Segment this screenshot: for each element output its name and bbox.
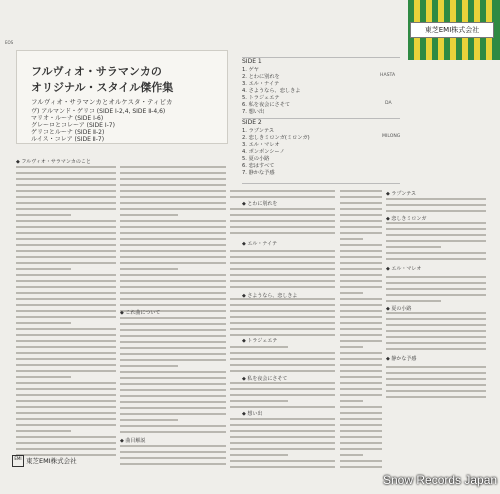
text-line [340,448,382,450]
text-line [230,274,335,276]
text-line [16,364,116,366]
text-line [230,220,335,222]
text-line [340,400,363,402]
text-line [120,250,226,252]
text-line [16,172,116,174]
section-heading: ◆ 静かな予感 [386,356,417,362]
title-box [16,50,228,144]
text-line [340,292,363,294]
text-line [386,372,486,374]
section-heading: ◆ とわに別れを [242,201,278,207]
text-line [340,394,382,396]
text-line [16,220,116,222]
text-line [16,190,116,192]
text-line [230,214,335,216]
text-line [16,268,71,270]
text-line [340,406,382,408]
credit-line: ヴ) アルマンド・ゲリコ (SIDE Ⅰ-2,4, SIDE Ⅱ-4,6) [31,108,166,115]
text-line [340,280,382,282]
text-line [120,413,226,415]
text-line [230,328,335,330]
text-line [340,304,382,306]
text-line [386,282,486,284]
text-line [16,442,116,444]
text-line [340,466,382,468]
text-line [16,274,116,276]
section-heading: ◆ フルヴィオ・サラマンカのこと [16,159,91,165]
text-line [386,228,486,230]
text-line [340,310,382,312]
section-heading: ◆ ラプンテス [386,191,417,197]
text-line [340,226,382,228]
text-line [230,460,335,462]
text-line [120,256,226,258]
text-line [386,384,486,386]
text-line [340,328,382,330]
text-line [340,460,382,462]
track-item: 1. ゲヤ [242,67,259,73]
track-item: 6. 私を夜会にさそて [242,102,291,108]
text-line [16,322,71,324]
text-line [340,424,382,426]
text-line [120,268,178,270]
section-heading: ◆ 私を夜会にさそて [242,376,288,382]
text-line [340,298,382,300]
track-item: 6. 恋はすべて [242,163,275,169]
text-line [340,322,382,324]
text-line [16,250,116,252]
text-line [340,376,382,378]
text-line [340,262,382,264]
text-line [16,208,116,210]
text-line [230,358,335,360]
text-line [120,335,226,337]
text-line [340,412,382,414]
credit-line: ルイス・コレア (SIDE Ⅱ-7) [31,136,105,143]
text-line [120,347,226,349]
text-line [340,274,382,276]
track-listing [242,58,402,180]
album-title-line2: オリジナル・スタイル傑作集 [31,81,174,94]
text-line [16,226,116,228]
company-label-box: 東芝EMI株式会社 [410,22,494,38]
credit-line: マリオ・ルーナ (SIDE Ⅰ-6) [31,115,104,122]
track-item: 2. 恋しきミロンガ(ミロンガ) [242,135,310,141]
text-line [120,371,226,373]
track-original-title: HASTA [380,73,396,78]
track-original-title: MILONG [382,134,401,139]
text-line [230,436,335,438]
text-line [340,268,382,270]
text-line [16,388,116,390]
text-line [16,340,116,342]
credit-line: グレーロとコレーア (SIDE Ⅰ-7) [31,122,115,129]
text-line [386,396,486,398]
text-line [120,214,178,216]
text-line [230,418,335,420]
text-line [386,288,486,290]
text-line [16,424,116,426]
text-line [230,406,335,408]
text-line [386,204,486,206]
text-line [16,262,116,264]
text-line [340,436,382,438]
text-line [230,448,335,450]
text-line [120,463,226,465]
text-line [16,256,116,258]
track-item: 5. 夏の小路 [242,156,270,162]
text-line [120,329,226,331]
text-line [120,178,226,180]
track-item: 5. トラジェエテ [242,95,280,101]
track-item: 7. 静かな予感 [242,170,275,176]
text-line [120,323,226,325]
text-line [16,244,116,246]
text-line [120,244,226,246]
divider [242,57,400,58]
text-line [386,312,486,314]
text-line [120,202,226,204]
text-line [120,425,226,427]
text-line [230,382,335,384]
text-column [386,198,486,398]
text-line [386,276,486,278]
text-line [340,382,382,384]
text-line [230,280,335,282]
text-line [120,383,226,385]
text-line [386,324,486,326]
text-line [120,431,226,433]
text-line [230,232,335,234]
track-item: 3. エル・ナイテ [242,81,280,87]
text-line [230,304,335,306]
text-line [230,430,335,432]
text-line [16,436,116,438]
text-line [340,202,382,204]
text-line [230,388,335,390]
text-line [230,346,288,348]
company-name: 東芝EMI株式会社 [26,457,77,465]
text-line [386,246,441,248]
text-line [230,322,335,324]
track-item: 4. ボンボンシーノ [242,149,285,155]
divider [242,183,400,184]
text-line [340,442,382,444]
text-line [340,316,382,318]
text-line [340,358,382,360]
text-line [16,286,116,288]
text-line [120,184,226,186]
text-line [16,352,116,354]
track-item: 2. とわに別れを [242,74,280,80]
text-line [230,442,335,444]
text-line [386,300,441,302]
text-line [386,234,486,236]
text-column [340,190,382,470]
text-line [16,448,116,450]
text-line [16,394,116,396]
text-line [120,445,226,447]
text-line [230,250,335,252]
section-heading: ◆ 想い出 [242,411,263,417]
text-line [16,316,116,318]
text-line [340,232,382,234]
text-line [16,214,71,216]
text-line [340,388,382,390]
section-heading: ◆ トラジェエテ [242,338,278,344]
text-line [340,196,382,198]
text-line [230,370,335,372]
text-line [386,366,486,368]
text-line [120,262,226,264]
text-line [340,340,382,342]
text-line [120,389,226,391]
text-line [230,424,335,426]
text-line [16,292,116,294]
text-line [230,310,335,312]
text-line [16,178,116,180]
section-heading: ◆ これ曲について [120,310,161,316]
track-item: 3. エル・マレオ [242,142,280,148]
text-line [16,412,116,414]
side1-label: SIDE 1 [242,58,262,65]
text-line [120,395,226,397]
text-line [120,292,226,294]
text-line [340,220,382,222]
text-line [120,298,226,300]
text-column [16,166,116,456]
text-line [16,358,116,360]
section-heading: ◆ エル・ナイテ [242,241,278,247]
text-column [230,190,335,470]
track-original-title: DA [385,101,392,106]
text-line [340,286,382,288]
text-line [230,208,335,210]
catalog-code: EOS [5,40,14,45]
text-line [230,196,335,198]
text-column [120,317,226,437]
text-line [16,406,116,408]
text-line [120,457,226,459]
text-line [386,348,486,350]
side2-label: SIDE 2 [242,119,262,126]
text-line [230,400,288,402]
text-line [340,364,382,366]
text-line [16,418,116,420]
text-line [340,238,363,240]
text-line [120,359,226,361]
text-line [230,364,335,366]
text-line [386,222,486,224]
text-line [120,419,178,421]
section-heading: ◆ エル・マレオ [386,266,422,272]
text-line [16,166,116,168]
text-line [386,318,486,320]
text-line [120,401,226,403]
track-item: 4. さようなら、恋しきよ [242,88,301,94]
text-line [16,304,116,306]
text-line [340,346,363,348]
text-line [120,365,178,367]
section-heading: ◆ 夏の小路 [386,306,412,312]
text-line [230,226,335,228]
text-line [16,376,71,378]
text-line [230,352,335,354]
text-line [386,390,486,392]
text-line [230,334,335,336]
emi-logo-icon: EMI [12,455,24,467]
text-line [230,394,335,396]
text-column [120,166,226,316]
text-line [16,334,116,336]
text-line [120,226,226,228]
text-line [16,184,116,186]
text-line [120,190,226,192]
text-line [340,418,382,420]
text-line [16,280,116,282]
text-line [120,232,226,234]
text-line [386,240,486,242]
text-line [120,304,226,306]
text-line [230,190,335,192]
section-heading: ◆ 曲目解説 [120,438,146,444]
text-line [386,342,486,344]
text-line [386,378,486,380]
text-line [16,328,116,330]
text-line [340,250,382,252]
text-line [120,166,226,168]
text-line [120,341,226,343]
text-line [16,238,116,240]
track-item: 1. ラブンテス [242,128,275,134]
text-line [16,202,116,204]
text-line [340,244,382,246]
text-line [230,454,288,456]
track-item: 7. 想い出 [242,109,265,115]
text-line [120,353,226,355]
text-line [120,172,226,174]
album-title-line1: フルヴィオ・サラマンカの [31,65,162,78]
text-line [16,382,116,384]
text-line [230,256,335,258]
text-line [120,451,226,453]
text-line [386,210,486,212]
text-line [230,316,335,318]
text-line [386,294,486,296]
text-line [230,262,335,264]
text-line [16,430,71,432]
album-subtitle: フルヴィオ・サラマンカとオルケスタ・ティピカ [31,98,173,106]
text-line [120,274,226,276]
text-line [120,196,226,198]
watermark: Snow Records Japan [383,473,498,487]
text-line [16,400,116,402]
text-line [120,407,226,409]
text-line [16,346,116,348]
text-line [386,252,486,254]
text-line [340,208,382,210]
text-line [386,336,486,338]
text-line [340,430,382,432]
text-line [340,190,382,192]
text-line [120,208,226,210]
text-line [230,268,335,270]
text-line [340,214,382,216]
credit-line: ゲリコとルーナ (SIDE Ⅱ-2) [31,129,105,136]
text-line [120,220,226,222]
text-line [16,196,116,198]
text-line [340,334,382,336]
text-line [230,286,335,288]
text-line [386,198,486,200]
section-heading: ◆ 恋しきミロンガ [386,216,427,222]
text-line [340,370,382,372]
text-line [340,352,382,354]
text-line [16,310,116,312]
text-line [340,454,363,456]
text-column [120,445,226,470]
section-heading: ◆ さようなら、恋しきよ [242,293,298,299]
text-line [120,317,226,319]
text-line [16,370,116,372]
text-line [120,286,226,288]
text-line [120,280,226,282]
text-line [340,256,382,258]
text-line [16,232,116,234]
divider [242,118,400,119]
text-line [16,298,116,300]
text-line [386,330,486,332]
text-line [230,466,335,468]
text-line [120,238,226,240]
text-line [120,377,226,379]
text-line [386,258,486,260]
